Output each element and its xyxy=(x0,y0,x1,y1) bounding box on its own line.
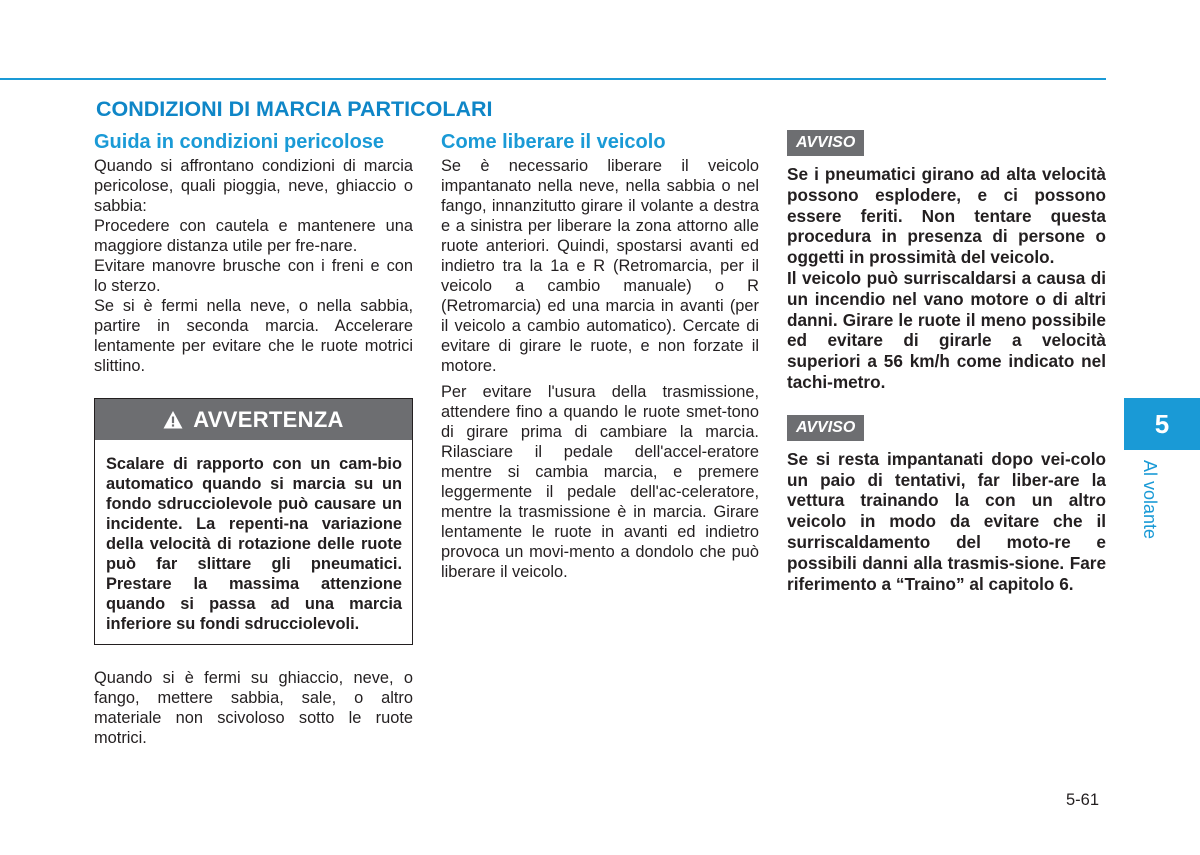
right-column xyxy=(787,130,1106,594)
middle-heading: Come liberare il veicolo xyxy=(441,131,666,153)
notice-text-1b: Il veicolo può surriscaldarsi a causa di un incendio nel vano motore o di altri danni. Girare le ruote il meno possibile ed evitare di girarle a velocità superiori a 56 km/h come indicato nel tachi-metro. xyxy=(787,267,1106,392)
page-number: 5-61 xyxy=(1066,791,1100,809)
top-rule xyxy=(0,78,1106,80)
notice-text-2: Se si resta impantanati dopo vei-colo un paio di tentativi, far liber-are la vettura trainando la con un altro veicolo in modo da evitare che il surriscaldamento del moto-re e possibili danni alla trasmis-sione. Fare riferimento a “Traino” al capitolo 6. xyxy=(787,448,1106,594)
notice-badge-1: AVVISO xyxy=(787,130,864,156)
warning-header xyxy=(95,399,412,440)
middle-column xyxy=(441,130,759,582)
warning-triangle-icon xyxy=(163,410,183,430)
left-column xyxy=(94,130,413,748)
warning-title: AVVERTENZA xyxy=(193,406,344,432)
chapter-number-tab: 5 xyxy=(1124,398,1200,450)
warning-text: Scalare di rapporto con un cam-bio automatico quando si marcia su un fondo sdrucciolevole può causare un incidente. La repenti-na variazione della velocità di rotazione delle ruote può far slittare gli pneumatici. Prestare la massima attenzione quando si passa ad una marcia inferiore su fondi sdrucciolevoli. xyxy=(106,455,402,633)
notice-text-1: Se i pneumatici girano ad alta velocità possono esplodere, e ci possono essere feriti. Non tentare questa procedura in presenza di persone o oggetti in prossimità del veicolo. xyxy=(787,164,1106,268)
left-paragraph-after-warning: Quando si è fermi su ghiaccio, neve, o fango, mettere sabbia, sale, o altro materiale non scivoloso sotto le ruote motrici. xyxy=(94,669,413,747)
middle-paragraph-1: Se è necessario liberare il veicolo impantanato nella neve, nella sabbia o nel fango, innanzitutto girare il volante a destra e a sinistra per liberare la zona attorno alle ruote anteriori. Quindi, spostarsi avanti ed indietro tra la 1a e R (Retromarcia, per il veicolo a cambio manuale) o R (Retromarcia) ed una marcia in avanti (per il veicolo a cambio automatico). Cercate di evitare di girare le ruote, e non forzate il motore. xyxy=(441,157,759,375)
left-paragraph-4: Se si è fermi nella neve, o nella sabbia, partire in seconda marcia. Accelerare lentamente per evitare che le ruote motrici slittino. xyxy=(94,297,413,375)
notice-badge-2: AVVISO xyxy=(787,415,864,441)
section-title: CONDIZIONI DI MARCIA PARTICOLARI xyxy=(96,97,493,121)
middle-paragraph-2: Per evitare l'usura della trasmissione, attendere fino a quando le ruote smet-tono di girare prima di cambiare la marcia. Rilasciare il pedale dell'accel-eratore mentre si cambia marcia, e premere leggermente il pedale dell'ac-celeratore, mentre la trasmissione è in marcia. Girare lentamente le ruote in avanti ed indietro provoca un movi-mento a dondolo che può liberare il veicolo. xyxy=(441,383,759,581)
left-paragraph-3: Evitare manovre brusche con i freni e con lo sterzo. xyxy=(94,257,413,295)
left-heading: Guida in condizioni pericolose xyxy=(94,131,385,153)
warning-box xyxy=(94,398,413,645)
left-paragraph-2: Procedere con cautela e mantenere una maggiore distanza utile per fre-nare. xyxy=(94,217,413,255)
left-paragraph-1: Quando si affrontano condizioni di marcia pericolose, quali pioggia, neve, ghiaccio o sabbia: xyxy=(94,157,413,215)
